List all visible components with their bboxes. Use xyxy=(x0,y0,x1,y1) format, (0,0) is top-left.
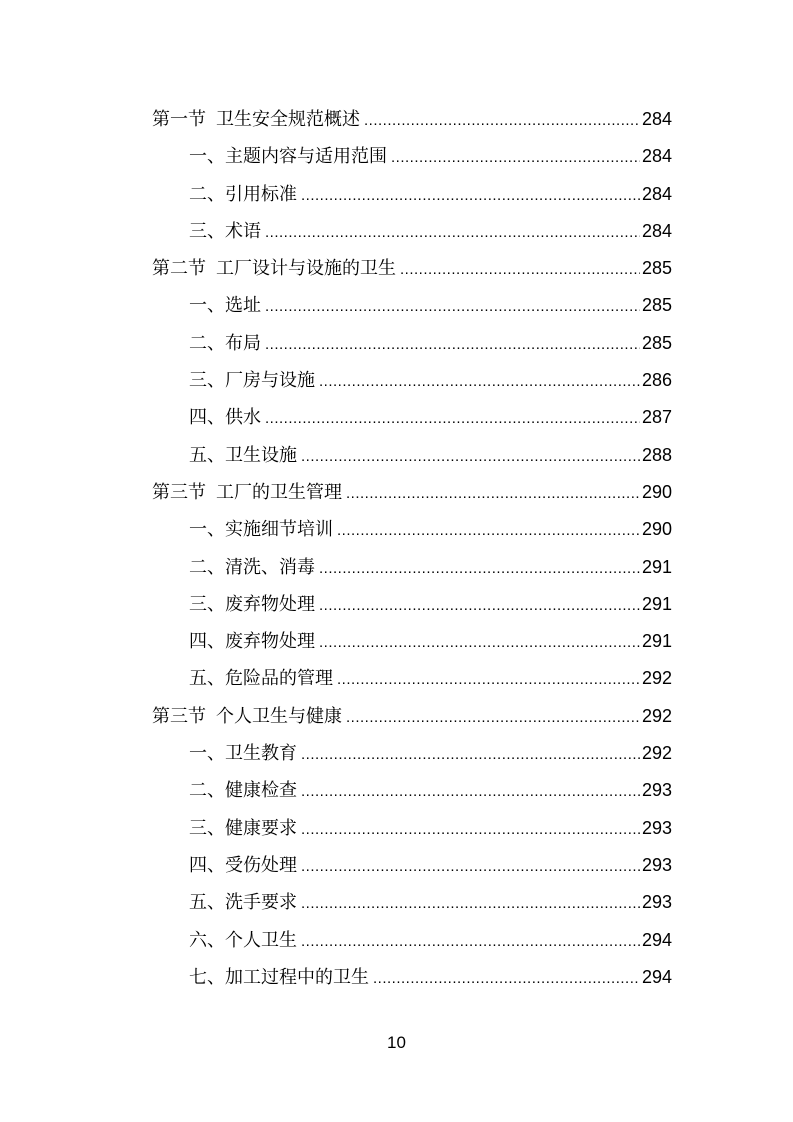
toc-section-entry[interactable] xyxy=(152,250,672,287)
toc-dot-leader xyxy=(301,438,640,475)
toc-entry-title: 卫生安全规范概述 xyxy=(216,109,360,130)
toc-entry-title: 工厂设计与设施的卫生 xyxy=(216,258,396,280)
toc-dot-leader xyxy=(265,214,640,251)
toc-dot-leader xyxy=(391,139,640,176)
toc-section-entry[interactable] xyxy=(152,474,672,511)
toc-dot-leader xyxy=(301,811,640,848)
toc-entry-title: 四、受伤处理 xyxy=(189,854,297,876)
toc-entry-page: 291 xyxy=(641,593,672,614)
toc-dot-leader xyxy=(400,251,640,288)
toc-entry-title: 二、布局 xyxy=(189,332,261,354)
toc-dot-leader xyxy=(346,699,640,736)
toc-dot-leader xyxy=(265,326,640,363)
toc-dot-leader xyxy=(301,923,640,960)
toc-entry-page: 287 xyxy=(641,407,672,428)
toc-dot-leader xyxy=(265,288,640,325)
toc-subsection-entry[interactable] xyxy=(152,772,672,809)
toc-dot-leader xyxy=(301,773,640,810)
toc-subsection-entry[interactable] xyxy=(152,959,672,996)
toc-entry-title: 三、术语 xyxy=(189,220,261,242)
toc-entry-page: 286 xyxy=(641,370,672,391)
toc-entry-title: 四、废弃物处理 xyxy=(189,631,315,653)
toc-subsection-entry[interactable] xyxy=(152,660,672,697)
toc-dot-leader xyxy=(265,400,640,437)
toc-section-entry[interactable] xyxy=(152,101,672,138)
toc-entry-title: 个人卫生与健康 xyxy=(216,705,342,727)
toc-subsection-entry[interactable] xyxy=(152,138,672,175)
toc-subsection-entry[interactable] xyxy=(152,362,672,399)
toc-entry-page: 291 xyxy=(641,631,672,652)
toc-entry-page: 288 xyxy=(641,444,672,465)
toc-entry-title: 六、个人卫生 xyxy=(189,929,297,951)
toc-subsection-entry[interactable] xyxy=(152,287,672,324)
toc-subsection-entry[interactable] xyxy=(152,549,672,586)
toc-entry-page: 293 xyxy=(641,817,672,838)
toc-section-entry[interactable] xyxy=(152,698,672,735)
toc-dot-leader xyxy=(301,177,640,214)
toc-entry-title: 三、厂房与设施 xyxy=(189,370,315,392)
toc-subsection-entry[interactable] xyxy=(152,884,672,921)
toc-entry-page: 290 xyxy=(641,481,672,502)
toc-subsection-entry[interactable] xyxy=(152,735,672,772)
toc-entry-title: 五、洗手要求 xyxy=(189,892,297,914)
toc-dot-leader xyxy=(346,475,640,512)
toc-dot-leader xyxy=(319,624,640,661)
toc-subsection-entry[interactable] xyxy=(152,623,672,660)
toc-dot-leader xyxy=(301,885,640,922)
toc-entry-title: 一、主题内容与适用范围 xyxy=(189,146,387,168)
toc-entry-title: 一、选址 xyxy=(189,295,261,317)
toc-dot-leader xyxy=(301,736,640,773)
toc-entry-page: 284 xyxy=(641,220,672,241)
toc-subsection-entry[interactable] xyxy=(152,399,672,436)
toc-dot-leader xyxy=(301,848,640,885)
toc-entry-title: 五、卫生设施 xyxy=(189,444,297,466)
toc-entry-title: 七、加工过程中的卫生 xyxy=(189,966,369,988)
toc-entry-page: 290 xyxy=(641,519,672,540)
toc-entry-title: 二、健康检查 xyxy=(189,780,297,802)
toc-entry-number: 第三节 xyxy=(152,481,206,503)
toc-dot-leader xyxy=(364,102,640,139)
toc-dot-leader xyxy=(373,960,640,997)
toc-entry-page: 292 xyxy=(641,668,672,689)
toc-entry-page: 285 xyxy=(641,258,672,279)
toc-subsection-entry[interactable] xyxy=(152,176,672,213)
toc-entry-title: 工厂的卫生管理 xyxy=(216,481,342,503)
toc-entry-page: 293 xyxy=(641,780,672,801)
toc-subsection-entry[interactable] xyxy=(152,213,672,250)
toc-entry-page: 292 xyxy=(641,743,672,764)
toc-entry-page: 285 xyxy=(641,332,672,353)
toc-entry-page: 294 xyxy=(641,966,672,987)
toc-entry-title: 二、引用标准 xyxy=(189,183,297,205)
toc-entry-title: 一、卫生教育 xyxy=(189,743,297,765)
toc-dot-leader xyxy=(337,661,640,698)
toc-entry-title: 三、废弃物处理 xyxy=(189,593,315,615)
toc-entry-title: 三、健康要求 xyxy=(189,817,297,839)
toc-subsection-entry[interactable] xyxy=(152,586,672,623)
toc-entry-page: 285 xyxy=(641,295,672,316)
page-number: 10 xyxy=(387,1033,406,1052)
toc-entry-page: 284 xyxy=(641,183,672,204)
toc-entry-page: 292 xyxy=(641,705,672,726)
toc-dot-leader xyxy=(319,550,640,587)
toc-subsection-entry[interactable] xyxy=(152,922,672,959)
toc-dot-leader xyxy=(319,363,640,400)
toc-entry-number: 第二节 xyxy=(152,258,206,280)
toc-subsection-entry[interactable] xyxy=(152,437,672,474)
toc-entry-page: 291 xyxy=(641,556,672,577)
toc-entry-number: 第三节 xyxy=(152,705,206,727)
toc-subsection-entry[interactable] xyxy=(152,810,672,847)
toc-entry-page: 284 xyxy=(641,109,672,129)
toc-subsection-entry[interactable] xyxy=(152,847,672,884)
toc-entry-title: 五、危险品的管理 xyxy=(189,668,333,690)
toc-subsection-entry[interactable] xyxy=(152,325,672,362)
toc-entry-page: 293 xyxy=(641,892,672,913)
table-of-contents xyxy=(152,101,672,996)
toc-entry-title: 二、清洗、消毒 xyxy=(189,556,315,578)
toc-dot-leader xyxy=(319,587,640,624)
toc-entry-title: 四、供水 xyxy=(189,407,261,429)
toc-entry-number: 第一节 xyxy=(152,109,206,130)
toc-entry-page: 284 xyxy=(641,146,672,167)
toc-entry-page: 293 xyxy=(641,854,672,875)
toc-entry-page: 294 xyxy=(641,929,672,950)
toc-dot-leader xyxy=(337,512,640,549)
toc-subsection-entry[interactable] xyxy=(152,511,672,548)
toc-entry-title: 一、实施细节培训 xyxy=(189,519,333,541)
